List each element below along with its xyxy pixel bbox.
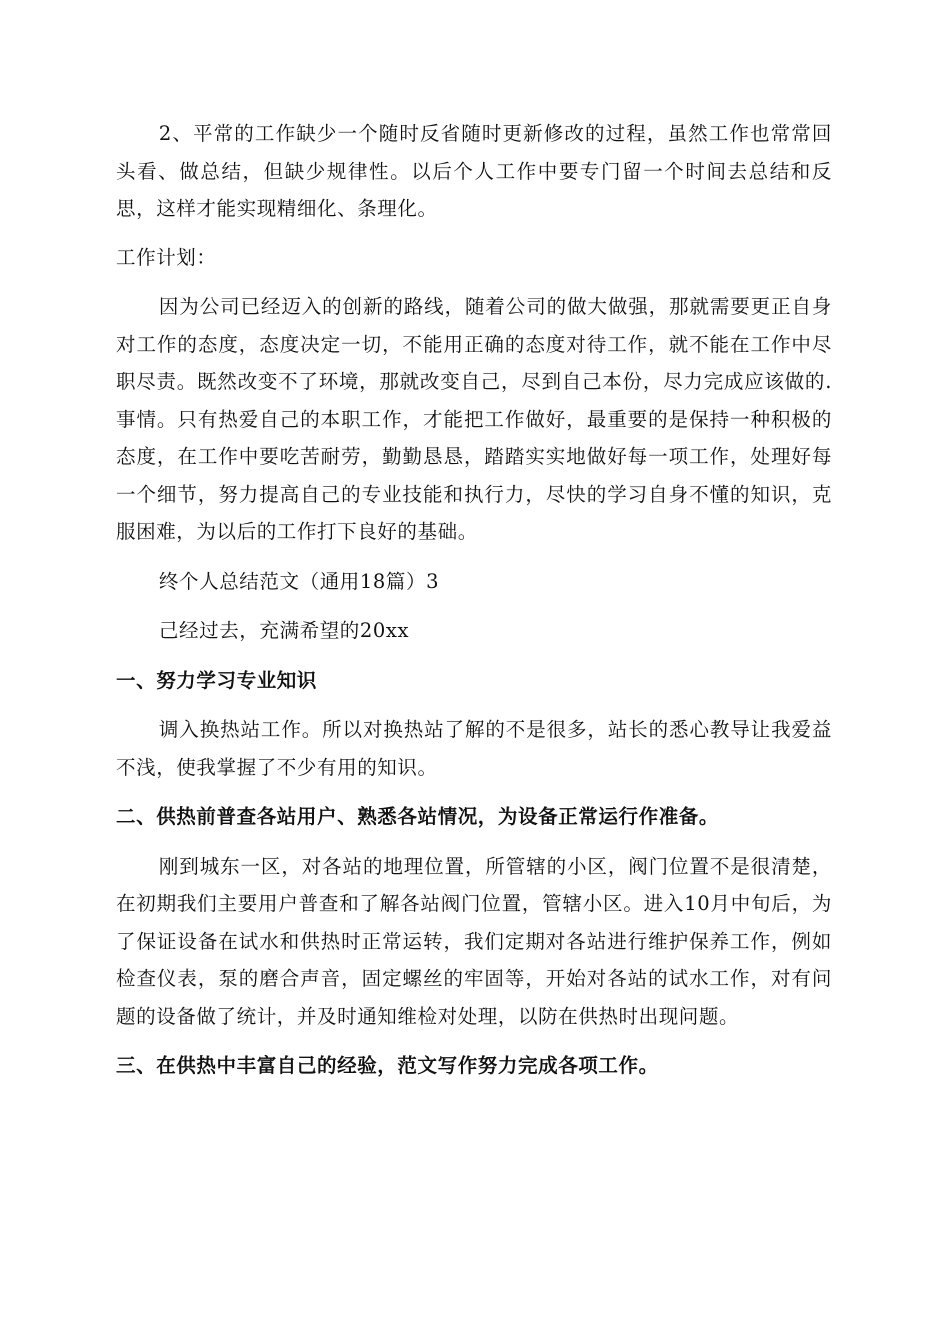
- paragraph-preheating-survey: 刚到城东一区，对各站的地理位置，所管辖的小区，阀门位置不是很清楚，在初期我们主要用户普查和了解各站阀门位置，管辖小区。进入10月中旬后，为了保证设备在试水和供热时正常运转，我们定期对各站进行维护保养工作，例如检查仪表，泵的磨合声音，固定螺丝的牢固等，开始对各站的试水工作，对有问题的设备做了统计，并及时通知维检对处理，以防在供热时出现问题。: [116, 854, 832, 1028]
- paragraph-study: 调入换热站工作。所以对换热站了解的不是很多，站长的悉心教导让我爱益不浅，使我掌握了不少有用的知识。: [116, 718, 832, 779]
- paragraph-intro: 己经过去，充满希望的20xx: [158, 619, 410, 642]
- heading-experience: 三、在供热中丰富自己的经验，范文写作努力完成各项工作。: [116, 1054, 659, 1077]
- document-body: [116, 115, 832, 1085]
- paragraph-shortcomings: 2、平常的工作缺少一个随时反省随时更新修改的过程，虽然工作也常常回头看、做总结，但缺少规律性。以后个人工作中要专门留一个时间去总结和反思，这样才能实现精细化、条理化。: [116, 122, 832, 220]
- work-plan-label: 工作计划：: [116, 245, 217, 269]
- paragraph-work-plan: 因为公司已经迈入的创新的路线，随着公司的做大做强，那就需要更正自身对工作的态度，态度决定一切，不能用正确的态度对待工作，就不能在工作中尽职尽责。既然改变不了环境，那就改变自己，尽到自己本份，尽力完成应该做的.事情。只有热爱自己的本职工作，才能把工作做好，最重要的是保持一种积极的态度，在工作中要吃苦耐劳，勤勤恳恳，踏踏实实地做好每一项工作，处理好每一个细节，努力提高自己的专业技能和执行力，尽快的学习自身不懂的知识，克服困难，为以后的工作打下良好的基础。: [116, 295, 832, 543]
- heading-study: 一、努力学习专业知识: [116, 668, 318, 692]
- heading-preheating-survey: 二、供热前普查各站用户、熟悉各站情况，为设备正常运行作准备。: [116, 805, 720, 828]
- section-title: 终个人总结范文（通用18篇）3: [158, 569, 440, 593]
